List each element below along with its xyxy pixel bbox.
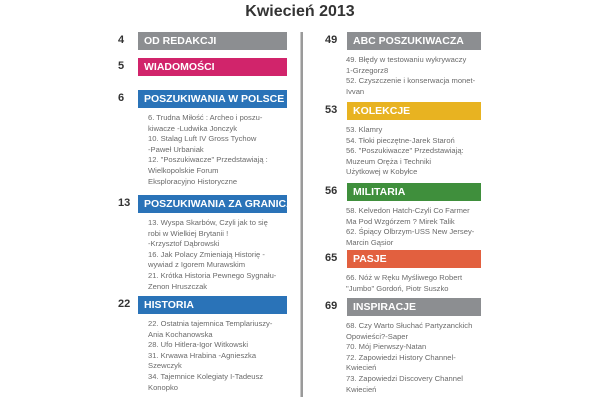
entry-list	[325, 55, 490, 97]
entry-list	[325, 206, 490, 248]
toc-entry: 72. Zapowiedzi History Channel- Kwiecień	[346, 352, 456, 373]
toc-section	[325, 102, 490, 178]
toc-entry: 10. Stalag Luft IV Gross Tychow -Paweł Urbaniak	[148, 134, 257, 154]
toc-section	[325, 250, 490, 294]
section-page-number: 22	[118, 298, 131, 310]
section-title-bar: PASJE	[347, 250, 481, 268]
section-page-number: 4	[118, 34, 125, 46]
section-title-bar: HISTORIA	[138, 296, 287, 314]
toc-entry: 53. Klamry	[346, 125, 383, 134]
section-page-number: 6	[118, 92, 125, 104]
toc-entry: 70. Mój Pierwszy-Natan	[346, 342, 427, 352]
toc-entry: 68. Czy Warto Słuchać Partyzanckich Opowieści?-Saper	[346, 321, 473, 341]
section-title-bar: WIADOMOŚCI	[138, 58, 287, 76]
toc-entry: 16. Jak Polacy Zmieniają Historię - wywiad z Igorem Murawskim	[148, 249, 265, 270]
toc-entry: 54. Tłoki pieczętne-Jarek Staroń	[346, 135, 455, 145]
toc-entry: 12. "Poszukiwacze" Przedstawiają : Wielkopolskie Forum Eksploracyjno Historyczne	[148, 155, 268, 186]
section-title-bar: MILITARIA	[347, 183, 481, 201]
toc-entry: 49. Błędy w testowaniu wykrywaczy 1-Grzegorz8	[346, 55, 467, 75]
section-page-number: 69	[325, 300, 338, 312]
entry-list	[118, 218, 283, 292]
section-title-bar: POSZUKIWANIA W POLSCE	[138, 90, 287, 108]
toc-entry: 73. Zapowiedzi Discovery Channel Kwiecień	[346, 373, 463, 394]
section-header	[325, 250, 490, 269]
section-title-bar: KOLEKCJE	[347, 102, 481, 120]
section-title-bar: ABC POSZUKIWACZA	[347, 32, 481, 50]
toc-entry: 13. Wyspa Skarbów, Czyli jak to się robi w Wielkiej Brytanii ! -Krzysztof Dąbrowski	[148, 218, 268, 249]
toc-section	[325, 298, 490, 395]
toc-section	[118, 296, 283, 393]
section-title-bar: OD REDAKCJI	[138, 32, 287, 50]
section-header	[325, 32, 490, 51]
toc-entry: 66. Nóż w Ręku Myśliwego Robert "Jumbo" Gordoń, Piotr Suszko	[346, 273, 463, 293]
section-header	[325, 298, 490, 317]
section-title-bar: INSPIRACJE	[347, 298, 481, 316]
toc-entry: 62. Śpiący Olbrzym-USS New Jersey- Marcin Gąsior	[346, 227, 475, 247]
toc-section	[118, 90, 283, 187]
page-title: Kwiecień 2013	[245, 3, 355, 20]
toc-entry: 34. Tajemnice Kolegiaty I-Tadeusz Konopko	[148, 371, 264, 392]
entry-list	[325, 273, 490, 294]
section-page-number: 56	[325, 185, 338, 197]
column-divider	[300, 32, 303, 397]
section-title-bar: POSZUKIWANIA ZA GRANICĄ	[138, 195, 287, 213]
section-header	[118, 90, 283, 109]
section-header	[118, 195, 294, 214]
toc-entry: 52. Czyszczenie i konserwacja monet- Ivvan	[346, 76, 476, 96]
toc-section	[118, 195, 294, 292]
section-page-number: 53	[325, 104, 338, 116]
entry-list	[325, 321, 490, 395]
toc-entry: 31. Krwawa Hrabina -Agnieszka Szewczyk	[148, 350, 257, 371]
toc-entry: 28. Ufo Hitlera-Igor Witkowski	[148, 340, 249, 350]
section-header	[118, 296, 283, 315]
section-page-number: 13	[118, 197, 131, 209]
section-page-number: 65	[325, 252, 338, 264]
toc-section	[325, 32, 490, 97]
toc-entry: 58. Kelvedon Hatch-Czyli Co Farmer Ma Pod Wzgórzem ? Mirek Talik	[346, 206, 470, 226]
toc-entry: 6. Trudna Miłość : Archeo i poszu- kiwacze -Ludwika Jonczyk	[148, 113, 263, 133]
section-header	[325, 183, 490, 202]
entry-list	[325, 125, 490, 178]
section-page-number: 5	[118, 60, 125, 72]
section-header	[325, 102, 490, 121]
toc-entry: 56. "Poszukiwacze" Przedstawiają: Muzeum Oręża i Techniki Użytkowej w Kobyłce	[346, 146, 464, 177]
section-page-number: 49	[325, 34, 338, 46]
entry-list	[118, 319, 283, 393]
entry-list	[118, 113, 283, 187]
toc-section	[325, 183, 490, 248]
toc-entry: 21. Krótka Historia Pewnego Sygnału- Zenon Hruszczak	[148, 270, 277, 291]
toc-entry: 22. Ostatnia tajemnica Templariuszy- Ania Kochanowska	[148, 319, 273, 339]
